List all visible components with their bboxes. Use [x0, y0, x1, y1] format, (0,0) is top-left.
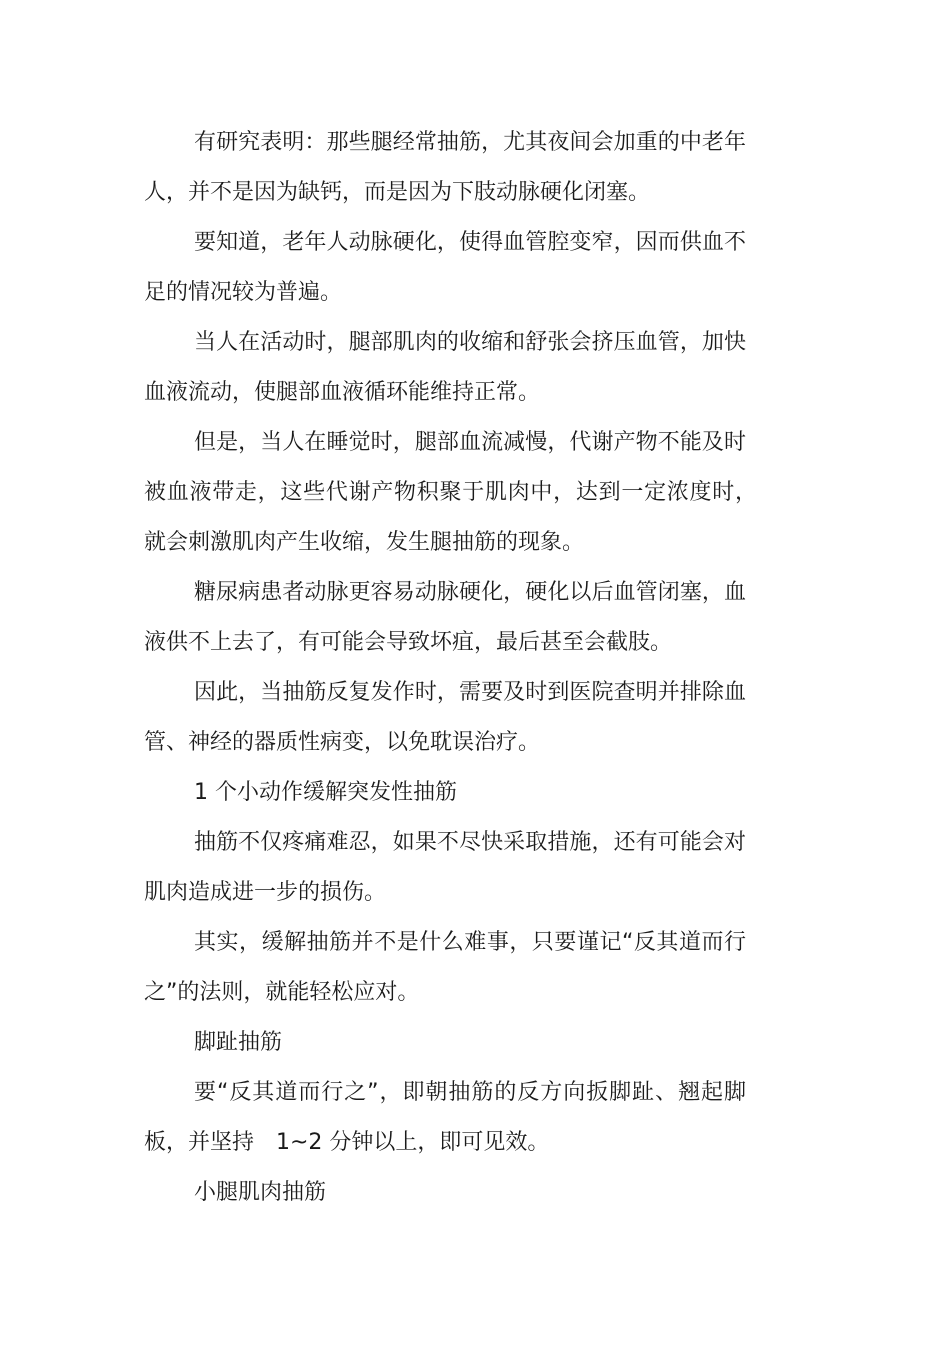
- section-heading-calf-cramp: 小腿肌肉抽筋: [194, 1180, 327, 1205]
- paragraph-2: 要知道，老年人动脉硬化，使得血管腔变窄，因而供血不足的情况较为普遍。: [144, 230, 746, 305]
- paragraph-1: 有研究表明：那些腿经常抽筋，尤其夜间会加重的中老年人，并不是因为缺钙，而是因为下肢动脉硬化闭塞。: [144, 130, 746, 205]
- paragraph-6: 因此，当抽筋反复发作时，需要及时到医院查明并排除血管、神经的器质性病变，以免耽误治疗。: [144, 680, 746, 755]
- paragraph-5: 糖尿病患者动脉更容易动脉硬化，硬化以后血管闭塞，血液供不上去了，有可能会导致坏疽，最后甚至会截肢。: [144, 580, 746, 655]
- paragraph-9: 要“反其道而行之”，即朝抽筋的反方向扳脚趾、翘起脚板，并坚持 1~2 分钟以上，即可见效。: [144, 1080, 746, 1155]
- section-heading-toe-cramp: 脚趾抽筋: [194, 1030, 283, 1055]
- paragraph-7: 抽筋不仅疼痛难忍，如果不尽快采取措施，还有可能会对肌肉造成进一步的损伤。: [144, 830, 746, 905]
- paragraph-8: 其实，缓解抽筋并不是什么难事，只要谨记“反其道而行之”的法则，就能轻松应对。: [144, 930, 746, 1005]
- paragraph-3: 当人在活动时，腿部肌肉的收缩和舒张会挤压血管，加快血液流动，使腿部血液循环能维持正常。: [144, 330, 746, 405]
- paragraph-4: 但是，当人在睡觉时，腿部血流减慢，代谢产物不能及时被血液带走，这些代谢产物积聚于肌肉中，达到一定浓度时， 就会刺激肌肉产生收缩，发生腿抽筋的现象。: [144, 430, 769, 555]
- document-body: [144, 118, 769, 1218]
- section-heading-relief: 1 个小动作缓解突发性抽筋: [194, 780, 457, 805]
